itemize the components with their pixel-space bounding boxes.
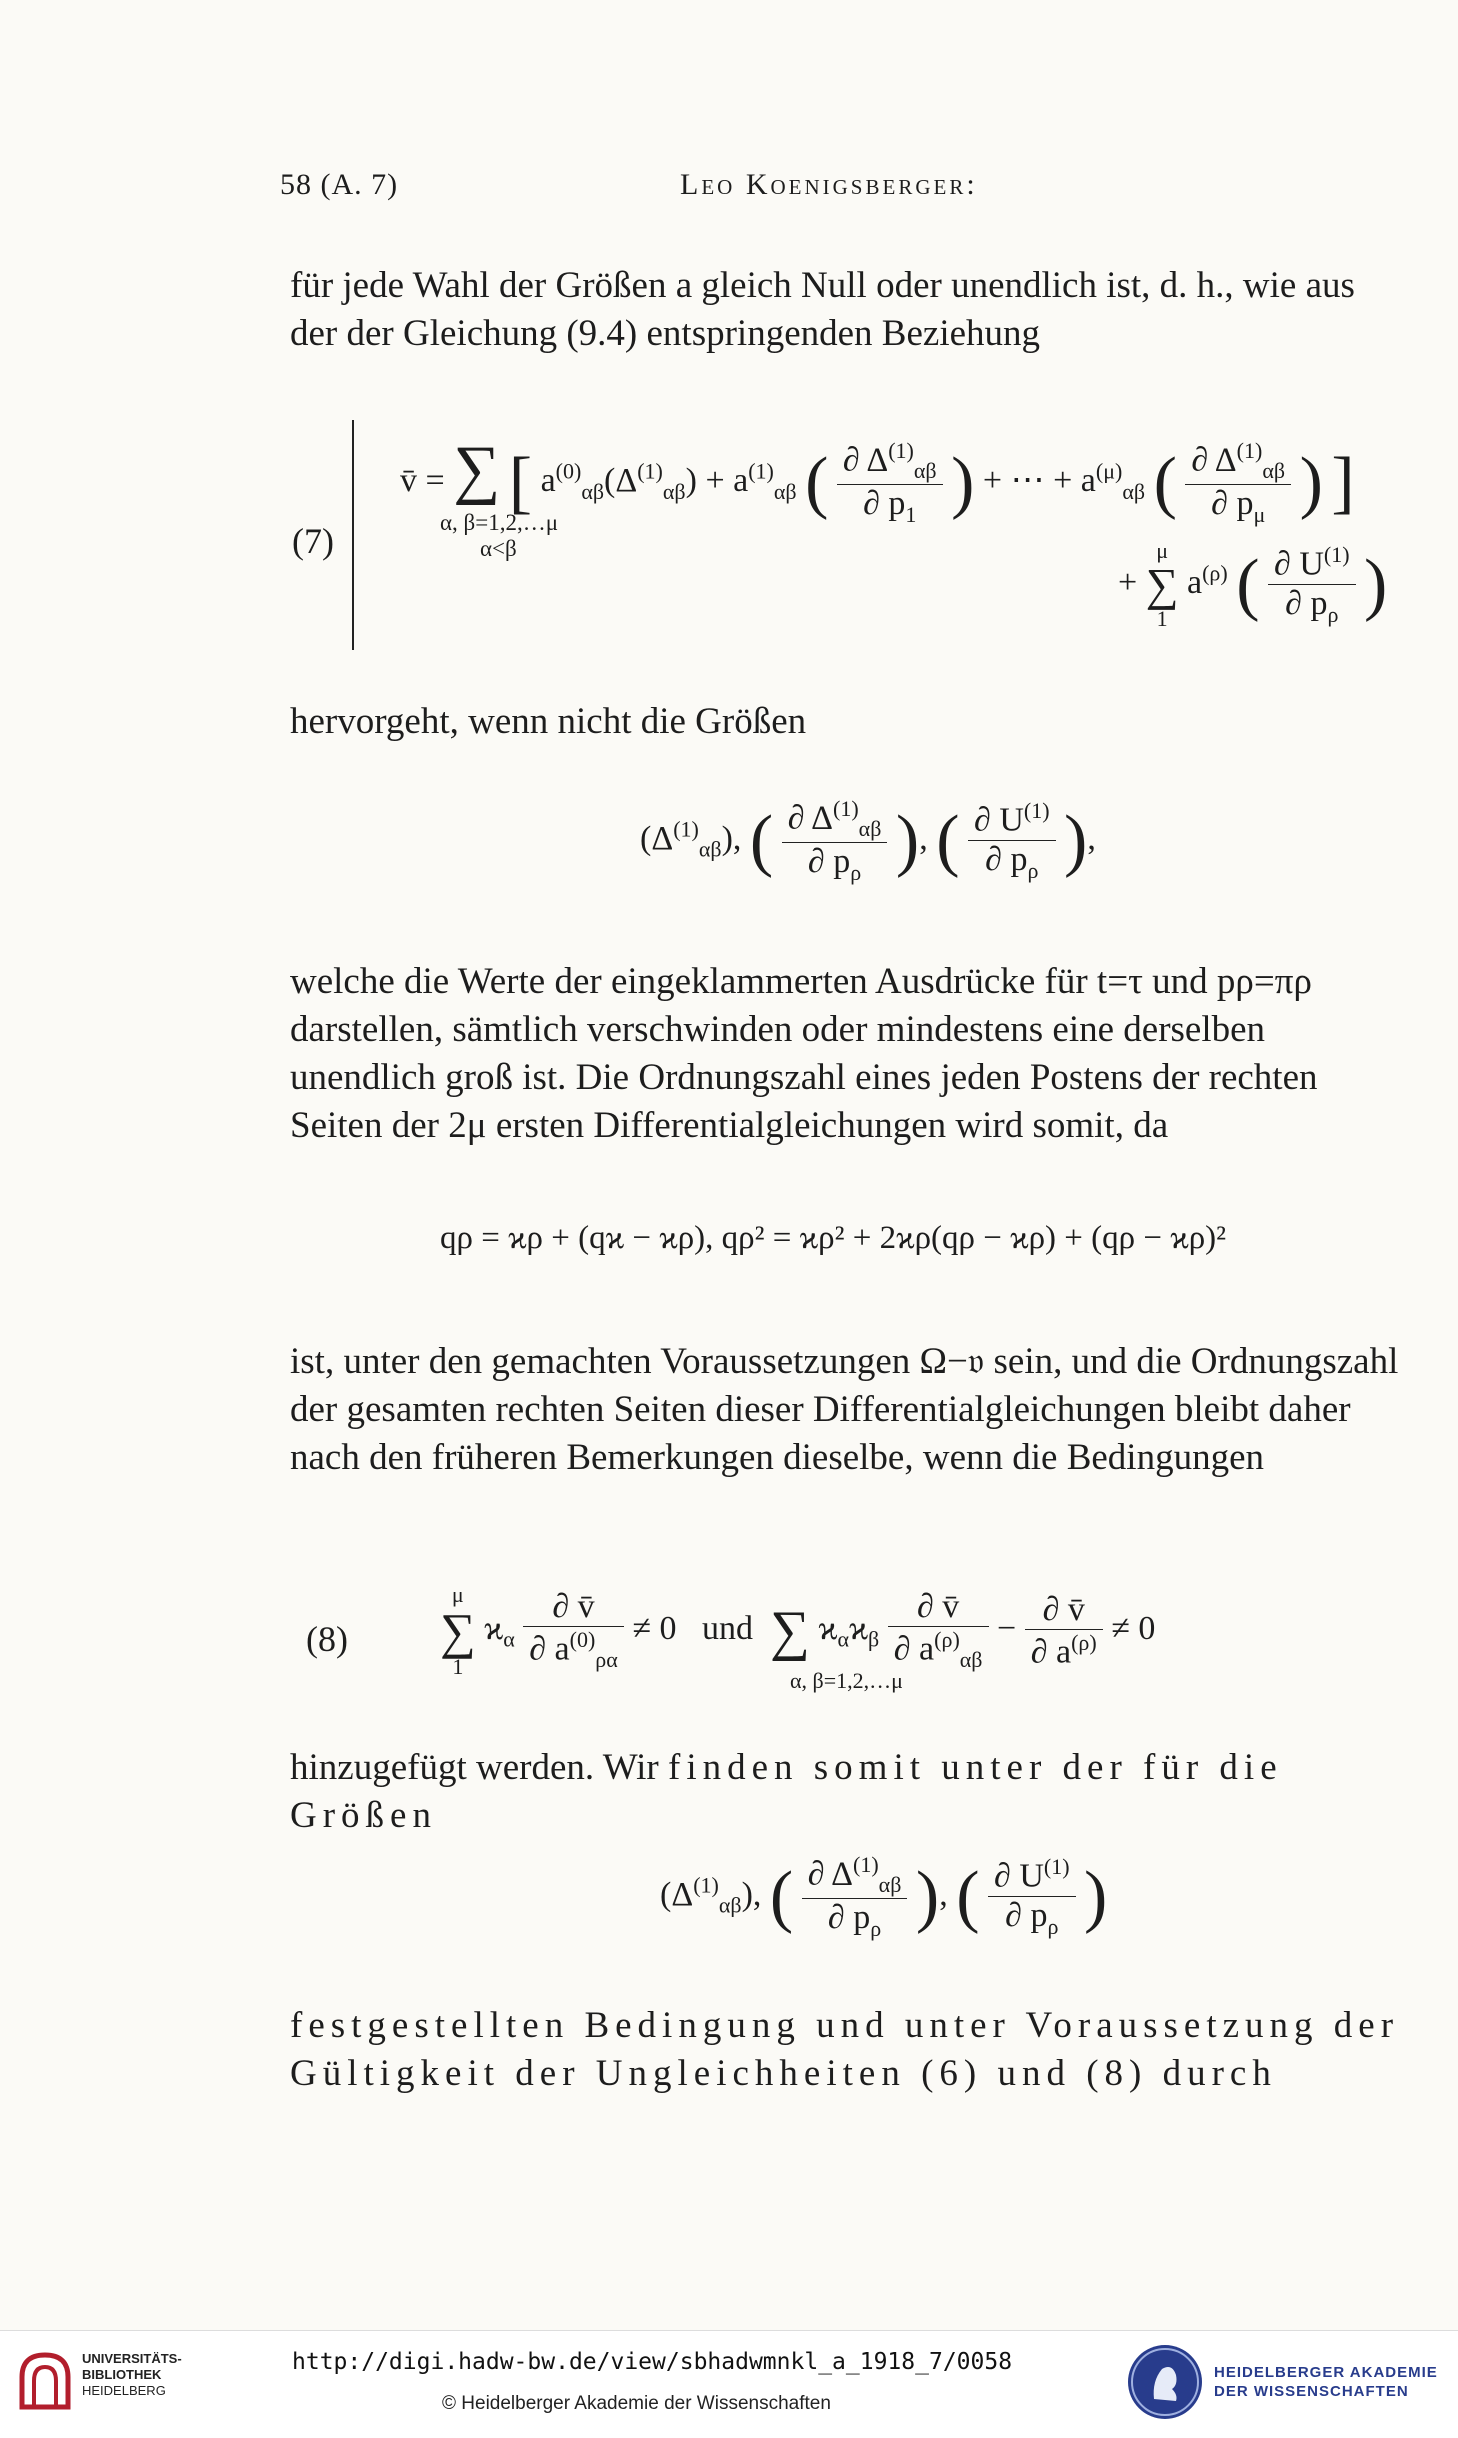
sum-symbol: ∑ (769, 1600, 810, 1662)
not-equal-zero: ≠ 0 (1111, 1609, 1156, 1647)
equation-quantities-2: $(\Delta^{(1)}_{\alpha\beta})$, ( $\frac{\partial \Delta^{(1)}_{\alpha\beta}}{\partial p_\rho}$ ), ( $\frac{\partial U^{(1)}}{\partial p_\rho}$ ) (660, 1852, 1108, 1941)
sum-2: μ ∑ 1 (1145, 538, 1179, 631)
paren-close: ) (951, 444, 975, 522)
sum-lower: 1 (452, 1654, 464, 1679)
paren-open: ( (805, 444, 829, 522)
paren-close: ) (1084, 1857, 1108, 1935)
sum-upper: μ (1156, 538, 1168, 563)
fraction: $\frac{\partial \Delta^{(1)}_{\alpha\beta}}{\partial p_1}$ (837, 438, 943, 528)
paragraph-5-spaced: finden somit unter der für die Größen (290, 1747, 1283, 1836)
eq7-lhs: v̄ = (400, 462, 445, 499)
equation-7-label: (7) (292, 521, 334, 561)
equation-7-brace (352, 420, 362, 650)
fraction: $\frac{\partial U^{(1)}}{\partial p_\rho}$ (968, 798, 1056, 883)
document-url-link[interactable]: http://digi.hadw-bw.de/view/sbhadwmnkl_a_1918_7/0058 (292, 2349, 1013, 2375)
running-header (280, 168, 1430, 208)
bracket-close: ] (1331, 444, 1355, 522)
sum-upper: μ (451, 1582, 464, 1607)
academy-seal-icon[interactable] (1128, 2345, 1202, 2419)
paren-close: ) (1299, 444, 1323, 522)
logo-line: UNIVERSITÄTS- (82, 2351, 182, 2366)
paragraph-5 (290, 1744, 1410, 1840)
paren-close: ) (895, 801, 920, 879)
paren-close: ) (1064, 801, 1088, 879)
sum-symbol: ∑ (453, 433, 501, 506)
eq7-dots: + ⋯ + (982, 462, 1073, 499)
university-library-logo-icon[interactable] (16, 2349, 74, 2413)
sum-limit-lower: α, β=1,2,…μ (440, 510, 559, 535)
equation-q: qρ = ϰρ + (qϰ − ϰρ), qρ² = ϰρ² + 2ϰρ(qρ − ϰρ) + (qρ − ϰρ)² (440, 1220, 1227, 1256)
logo-line: BIBLIOTHEK (82, 2367, 162, 2382)
equation-8-label: (8) (306, 1619, 348, 1659)
university-library-logo-text (82, 2351, 182, 2399)
fraction: $\frac{\partial U^{(1)}}{\partial p_\rho}$ (988, 1854, 1076, 1939)
paren-close: ) (915, 1857, 940, 1935)
paren-open: ( (769, 1857, 794, 1935)
copyright-notice: © Heidelberger Akademie der Wissenschaften (442, 2393, 831, 2414)
logo-line: DER WISSENSCHAFTEN (1214, 2383, 1409, 2400)
paren-open: ( (1236, 546, 1260, 623)
paragraph-3: welche die Werte der eingeklammerten Ausdrücke für t=τ und pρ=πρ darstellen, sämtlich verschwinden oder mindestens eine derselben unendlich groß ist. Die Ordnungszahl eines jeden Postens der rechten Seiten der 2μ ersten Differentialgleichungen wird somit, da (290, 961, 1318, 1146)
paragraph-5-start: hinzugefügt werden. Wir (290, 1747, 668, 1788)
paren-open: ( (1153, 444, 1177, 522)
paragraph-4: ist, unter den gemachten Voraussetzungen Ω−𝔳 sein, und die Ordnungszahl der gesamten rechten Seiten dieser Differentialgleichungen bleibt daher nach den früheren Bemerkungen dieselbe, wenn die Bedingungen (290, 1341, 1399, 1478)
fraction: $\frac{\partial \Delta^{(1)}_{\alpha\beta}}{\partial p_\mu}$ (1185, 438, 1291, 528)
paren-open: ( (936, 801, 960, 879)
paragraph-2: hervorgeht, wenn nicht die Größen (290, 701, 807, 742)
paren-open: ( (956, 1857, 980, 1935)
fraction: $\frac{\partial \Delta^{(1)}_{\alpha\beta}}{\partial p_\rho}$ (782, 796, 888, 886)
sum-lower: 1 (1156, 606, 1168, 631)
not-equal-zero: ≠ 0 (632, 1609, 677, 1647)
word-und: und (701, 1609, 753, 1647)
fraction: $\frac{\partial \Delta^{(1)}_{\alpha\beta}}{\partial p_\rho}$ (802, 1852, 908, 1942)
paragraph-1: für jede Wahl der Größen a gleich Null oder unendlich ist, d. h., wie aus der der Gleichung (9.4) entspringenden Beziehung (290, 265, 1355, 354)
page-number: 58 (A. 7) (280, 168, 399, 201)
fraction: $\frac{\partial v̄}{\partial a^{(0)}_{\rho\alpha}}$ (523, 1588, 624, 1673)
footer-bar (0, 2330, 1458, 2438)
paragraph-6: festgestellten Bedingung und unter Voraussetzung der Gültigkeit der Ungleichheiten (6) und (8) durch (290, 2005, 1400, 2094)
sum-8a: μ ∑ 1 (440, 1582, 476, 1679)
fraction: $\frac{\partial U^{(1)}}{\partial p_\rho}$ (1268, 542, 1356, 627)
eq8-sum-sub: α, β=1,2,…μ (790, 1668, 903, 1693)
equation-quantities-1: $(\Delta^{(1)}_{\alpha\beta})$, ( $\frac{\partial \Delta^{(1)}_{\alpha\beta}}{\partial p_\rho}$ ), ( $\frac{\partial U^{(1)}}{\partial p_\rho}$ ), (640, 796, 1096, 885)
fraction: $\frac{\partial v̄}{\partial a^{(\rho)}_{\alpha\beta}}$ (888, 1588, 989, 1673)
paren-close: ) (1364, 546, 1388, 623)
comma: , (1087, 819, 1096, 857)
equation-8: μ ∑ 1 $ϰ_\alpha$ $\frac{\partial v̄}{\partial a^{(0)}_{\rho\alpha}}$ ≠ 0 und ∑ $ϰ_\alpha ϰ_\beta$ $\frac{\partial v̄}{\partial a^{(\rho)}_{\alpha\beta}}$ − $\frac{\partial v̄}{\partial a^{(\rho)}}$ ≠ 0 (440, 1582, 1156, 1679)
minus: − (997, 1609, 1017, 1647)
fraction: $\frac{\partial v̄}{\partial a^{(\rho)}}$ (1025, 1591, 1103, 1671)
logo-line: HEIDELBERGER AKADEMIE (1214, 2364, 1438, 2381)
paren-open: ( (749, 801, 774, 879)
bracket-open: [ (508, 444, 533, 522)
logo-line: HEIDELBERG (82, 2383, 166, 2398)
academy-logo-text (1214, 2363, 1438, 2401)
sum-limit-condition: α<β (480, 536, 517, 561)
running-title: Leo Koenigsberger: (680, 168, 978, 201)
eq7-sum-limits (440, 510, 558, 562)
equation-7-line-1: v̄ = ∑ [ $a^{(0)}_{\alpha\beta}(\Delta^{(1)}_{\alpha\beta}) + a^{(1)}_{\alpha\beta}$ ( $\frac{\partial \Delta^{(1)}_{\alpha\beta}}{\partial p_1}$ ) + ⋯ + $a^{(\mu)}_{\alpha\beta}$ ( $\frac{\partial \Delta^{(1)}_{\alpha\beta}}{\partial p_\mu}$ ) ] (400, 433, 1355, 528)
equation-7-line-2: + μ ∑ 1 $a^{(\rho)}$ ( $\frac{\partial U^{(1)}}{\partial p_\rho}$ ) (1118, 538, 1388, 631)
